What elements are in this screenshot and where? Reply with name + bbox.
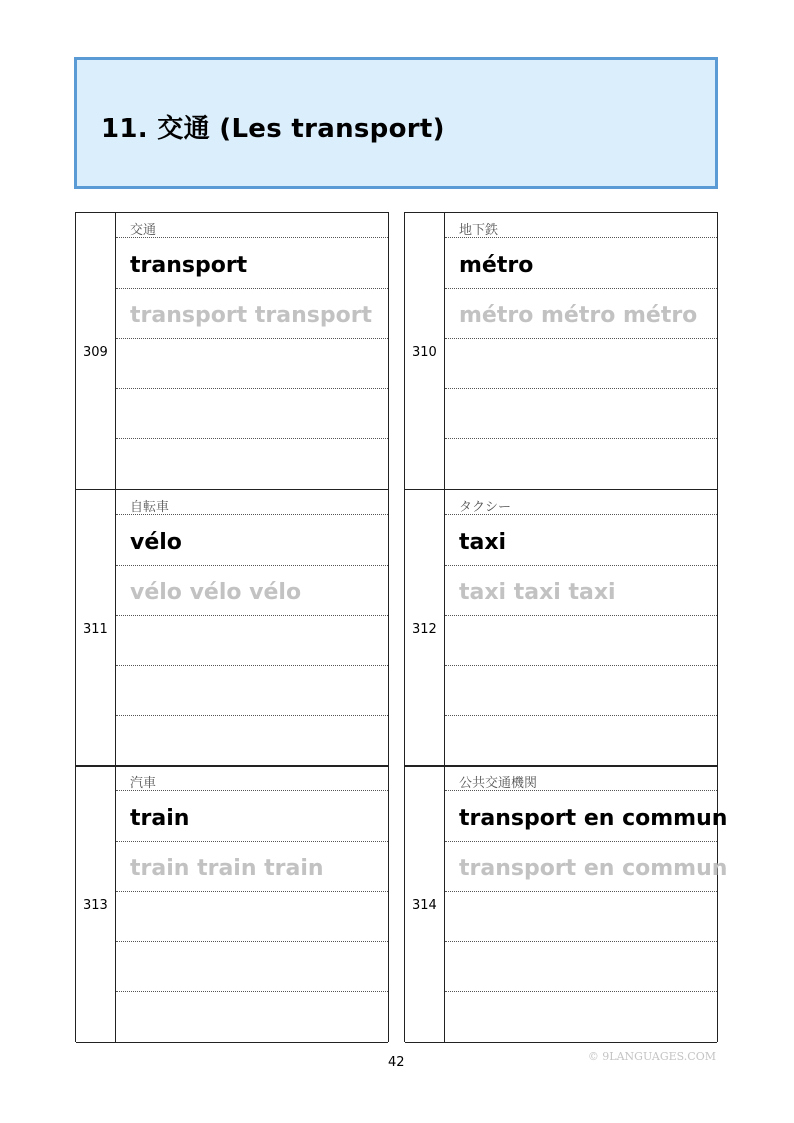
writing-guide-line bbox=[116, 891, 388, 892]
title-box bbox=[74, 57, 718, 189]
tracing-text: train train train bbox=[130, 856, 324, 881]
writing-guide-line bbox=[116, 991, 388, 992]
japanese-term: 公共交通機関 bbox=[459, 776, 538, 791]
writing-guide-line bbox=[445, 891, 717, 892]
writing-guide-line bbox=[445, 438, 717, 439]
writing-guide-line bbox=[445, 565, 717, 566]
card-number: 314 bbox=[412, 898, 437, 913]
japanese-term: 地下鉄 bbox=[459, 223, 499, 238]
page-number: 42 bbox=[388, 1055, 405, 1070]
vocab-card bbox=[75, 212, 389, 489]
card-number: 312 bbox=[412, 622, 437, 637]
writing-guide-line bbox=[116, 941, 388, 942]
writing-guide-line bbox=[116, 615, 388, 616]
writing-guide-line bbox=[445, 388, 717, 389]
card-number: 309 bbox=[83, 345, 108, 360]
writing-guide-line bbox=[116, 288, 388, 289]
writing-guide-line bbox=[445, 288, 717, 289]
writing-guide-line bbox=[445, 715, 717, 716]
tracing-text: transport en commun bbox=[459, 856, 728, 881]
writing-guide-line bbox=[116, 438, 388, 439]
french-word: transport en commun bbox=[459, 806, 728, 831]
writing-guide-line bbox=[116, 565, 388, 566]
tracing-text: vélo vélo vélo bbox=[130, 580, 302, 605]
writing-guide-line bbox=[445, 841, 717, 842]
card-number: 311 bbox=[83, 622, 108, 637]
french-word: train bbox=[130, 806, 190, 831]
writing-guide-line bbox=[445, 615, 717, 616]
writing-guide-line bbox=[445, 991, 717, 992]
card-number: 313 bbox=[83, 898, 108, 913]
card-bottom-border bbox=[405, 1042, 717, 1043]
writing-guide-line bbox=[116, 715, 388, 716]
japanese-term: 自転車 bbox=[130, 500, 170, 515]
vocab-card bbox=[404, 765, 728, 1042]
writing-guide-line bbox=[116, 338, 388, 339]
writing-guide-line bbox=[116, 790, 388, 791]
page-title: 11. 交通 (Les transport) bbox=[101, 114, 445, 144]
card-number: 310 bbox=[412, 345, 437, 360]
number-column bbox=[76, 490, 116, 767]
writing-guide-line bbox=[445, 941, 717, 942]
number-column bbox=[405, 766, 445, 1043]
tracing-text: taxi taxi taxi bbox=[459, 580, 616, 605]
writing-guide-line bbox=[445, 665, 717, 666]
vocab-card bbox=[75, 765, 389, 1042]
writing-guide-line bbox=[116, 237, 388, 238]
french-word: vélo bbox=[130, 530, 182, 555]
writing-guide-line bbox=[116, 841, 388, 842]
copyright-notice: © 9LANGUAGES.COM bbox=[587, 1050, 716, 1063]
french-word: transport bbox=[130, 253, 248, 278]
vocab-card bbox=[404, 489, 718, 766]
number-column bbox=[405, 490, 445, 767]
french-word: métro bbox=[459, 253, 534, 278]
japanese-term: 汽車 bbox=[130, 776, 157, 791]
writing-guide-line bbox=[116, 665, 388, 666]
number-column bbox=[76, 213, 116, 490]
tracing-text: métro métro métro bbox=[459, 303, 698, 328]
vocab-card bbox=[75, 489, 389, 766]
french-word: taxi bbox=[459, 530, 507, 555]
number-column bbox=[76, 766, 116, 1043]
japanese-term: タクシー bbox=[459, 500, 512, 515]
number-column bbox=[405, 213, 445, 490]
japanese-term: 交通 bbox=[130, 223, 157, 238]
writing-guide-line bbox=[116, 388, 388, 389]
writing-guide-line bbox=[445, 338, 717, 339]
tracing-text: transport transport bbox=[130, 303, 373, 328]
vocab-card bbox=[404, 212, 718, 489]
card-bottom-border bbox=[76, 1042, 388, 1043]
